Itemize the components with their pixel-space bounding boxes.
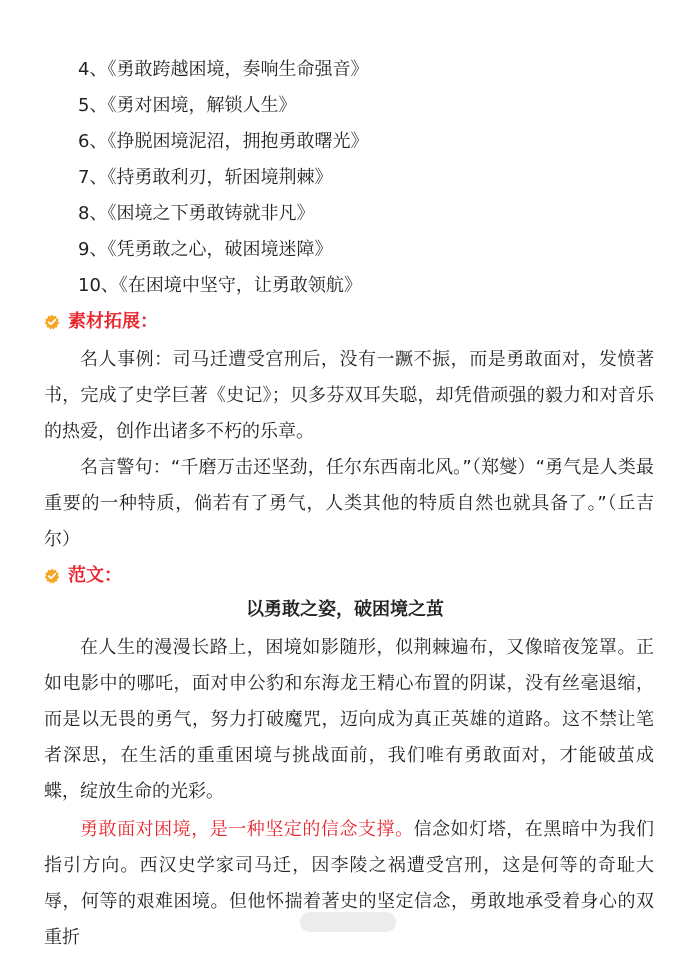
essay-title: 以勇敢之姿，破困境之茧 [246,599,444,620]
quotes-paragraph: 名言警句：“千磨万击还坚劲，任尔东西南北风。”（郑燮）“勇气是人类最重要的一种特质，倘若有了勇气，人类其他的特质自然也就具备了。”（丘吉尔） [44,457,654,550]
title-item-6: 6、《挣脱困境泥沼，拥抱勇敢曙光》 [78,131,369,152]
paragraph-2-rest: 信念如灯塔，在黑暗中为我们指引方向。西汉史学家司马迁，因李陵之祸遭受宫刑，这是何等的奇耻大辱，何等的艰难困境。但他怀揣着著史的坚定信念，勇敢地承受着身心的双重折 [44,819,655,948]
celebrity-paragraph: 名人事例：司马迁遭受宫刑后，没有一蹶不振，而是勇敢面对，发愤著书，完成了史学巨著《史记》；贝多芬双耳失聪，却凭借顽强的毅力和对音乐的热爱，创作出诸多不朽的乐章。 [44,349,654,442]
essay-heading-text: 范文： [68,565,122,586]
material-heading [44,310,158,334]
title-item-4: 4、《勇敢跨越困境，奏响生命强音》 [78,59,369,80]
title-item-5: 5、《勇对困境，解锁人生》 [78,95,297,116]
essay-paragraph-2 [44,812,654,956]
badge-icon [44,314,60,330]
title-item-10: 10、《在困境中坚守，让勇敢领航》 [78,275,362,296]
essay-heading [44,564,122,588]
badge-icon [44,568,60,584]
essay-paragraph-1: 在人生的漫漫长路上，困境如影随形，似荆棘遍布，又像暗夜笼罩。正如电影中的哪吒，面对申公豹和东海龙王精心布置的阴谋，没有丝毫退缩，而是以无畏的勇气，努力打破魔咒，迈向成为真正英雄的道路。这不禁让笔者深思，在生活的重重困境与挑战面前，我们唯有勇敢面对，才能破茧成蝶，绽放生命的光彩。 [44,637,654,802]
watermark-overlay [300,912,396,932]
title-item-8: 8、《困境之下勇敢铸就非凡》 [78,203,315,224]
title-item-9: 9、《凭勇敢之心，破困境迷障》 [78,239,333,260]
paragraph-2-highlight: 勇敢面对困境，是一种坚定的信念支撑。 [80,819,414,840]
material-heading-text: 素材拓展： [68,311,158,332]
title-item-7: 7、《持勇敢利刃，斩困境荆棘》 [78,167,333,188]
